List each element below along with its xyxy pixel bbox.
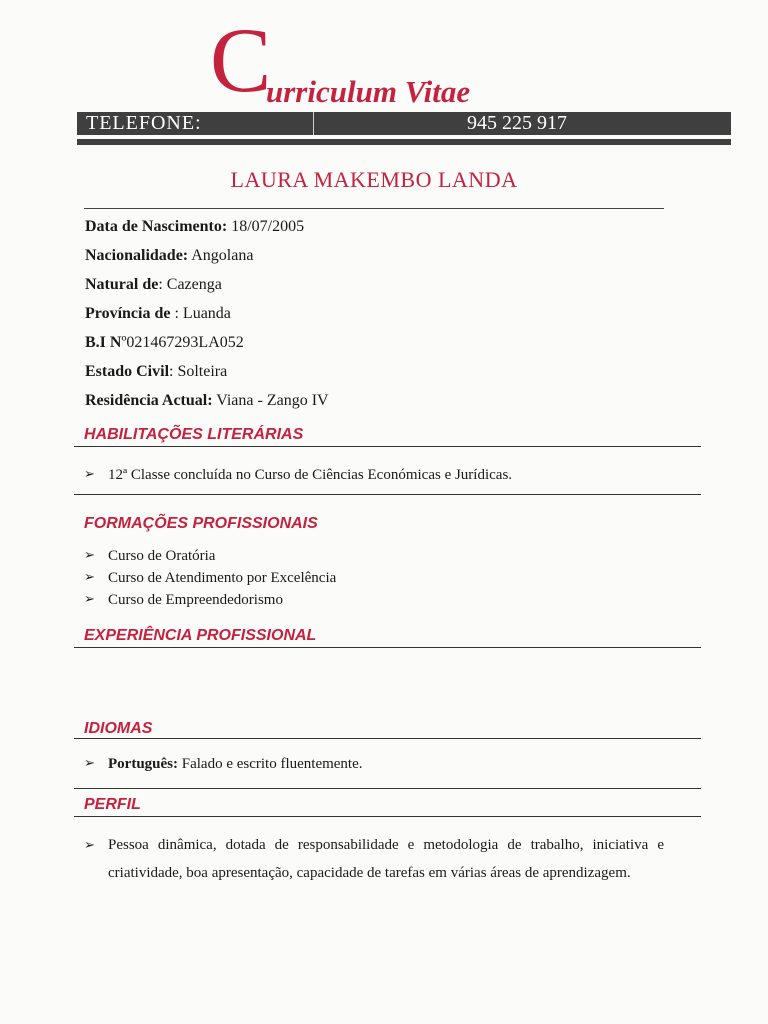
section-rule	[74, 446, 701, 447]
section-title-languages: IDIOMAS	[84, 720, 153, 737]
residence-value: Viana - Zango IV	[212, 392, 329, 409]
arrow-bullet-icon: ➢	[84, 592, 95, 607]
section-rule	[74, 494, 701, 495]
personal-data	[85, 214, 685, 417]
marital-status-label: Estado Civil	[85, 363, 170, 380]
language-label: Português:	[108, 756, 178, 772]
title-initial: C	[210, 9, 272, 111]
province-value: : Luanda	[170, 305, 231, 322]
list-item: ➢ Curso de Atendimento por Excelência	[84, 567, 674, 589]
section-title-experience: EXPERIÊNCIA PROFISSIONAL	[84, 627, 317, 644]
profile-text: Pessoa dinâmica, dotada de responsabilidade e metodologia de trabalho, iniciativa e criatividade, boa apresentação, capacidade de tarefas em várias áreas de aprendizagem.	[108, 837, 664, 881]
list-item: ➢ Curso de Oratória	[84, 545, 674, 567]
cv-title	[210, 9, 630, 111]
id-number-label: B.I N	[85, 334, 122, 351]
section-title-education: HABILITAÇÕES LITERÁRIAS	[84, 426, 304, 443]
birth-date-value: 18/07/2005	[227, 218, 305, 235]
section-title-profile: PERFIL	[84, 796, 141, 813]
arrow-bullet-icon: ➢	[84, 838, 95, 853]
phone-label: TELEFONE:	[86, 112, 202, 134]
section-rule	[74, 816, 701, 817]
arrow-bullet-icon: ➢	[84, 467, 95, 482]
marital-status-row	[85, 359, 685, 388]
candidate-name: LAURA MAKEMBO LANDA	[230, 167, 518, 192]
phone-divider	[313, 112, 314, 135]
section-title-training: FORMAÇÕES PROFISSIONAIS	[84, 515, 318, 532]
training-list	[84, 545, 674, 611]
birth-date-row	[85, 214, 685, 243]
telephone-underline	[77, 139, 731, 145]
list-item: ➢ 12ª Classe concluída no Curso de Ciências Económicas e Jurídicas.	[84, 464, 674, 486]
residence-row	[85, 388, 685, 417]
residence-label: Residência Actual:	[85, 392, 213, 409]
section-rule	[74, 738, 701, 739]
arrow-bullet-icon: ➢	[84, 548, 95, 563]
nationality-value: Angolana	[188, 247, 254, 264]
phone-number: 945 225 917	[467, 112, 567, 134]
section-rule	[74, 788, 701, 789]
telephone-bar	[77, 112, 731, 135]
arrow-bullet-icon: ➢	[84, 570, 95, 585]
birthplace-value: : Cazenga	[158, 276, 222, 293]
birthplace-label: Natural de	[85, 276, 159, 293]
name-divider	[84, 208, 664, 209]
province-label: Província de	[85, 305, 171, 322]
birth-date-label: Data de Nascimento:	[85, 218, 228, 235]
province-row	[85, 301, 685, 330]
marital-status-value: : Solteira	[169, 363, 228, 380]
nationality-label: Nacionalidade:	[85, 247, 189, 264]
education-list	[84, 464, 674, 486]
birthplace-row	[85, 272, 685, 301]
list-item: ➢ Curso de Empreendedorismo	[84, 589, 674, 611]
languages-list	[84, 753, 674, 775]
list-item	[84, 753, 674, 775]
nationality-row	[85, 243, 685, 272]
arrow-bullet-icon: ➢	[84, 756, 95, 771]
section-rule	[74, 647, 701, 648]
id-number-row	[85, 330, 685, 359]
title-text: urriculum Vitae	[266, 74, 471, 109]
id-number-value: º021467293LA052	[121, 334, 244, 351]
language-value: Falado e escrito fluentemente.	[178, 756, 363, 772]
